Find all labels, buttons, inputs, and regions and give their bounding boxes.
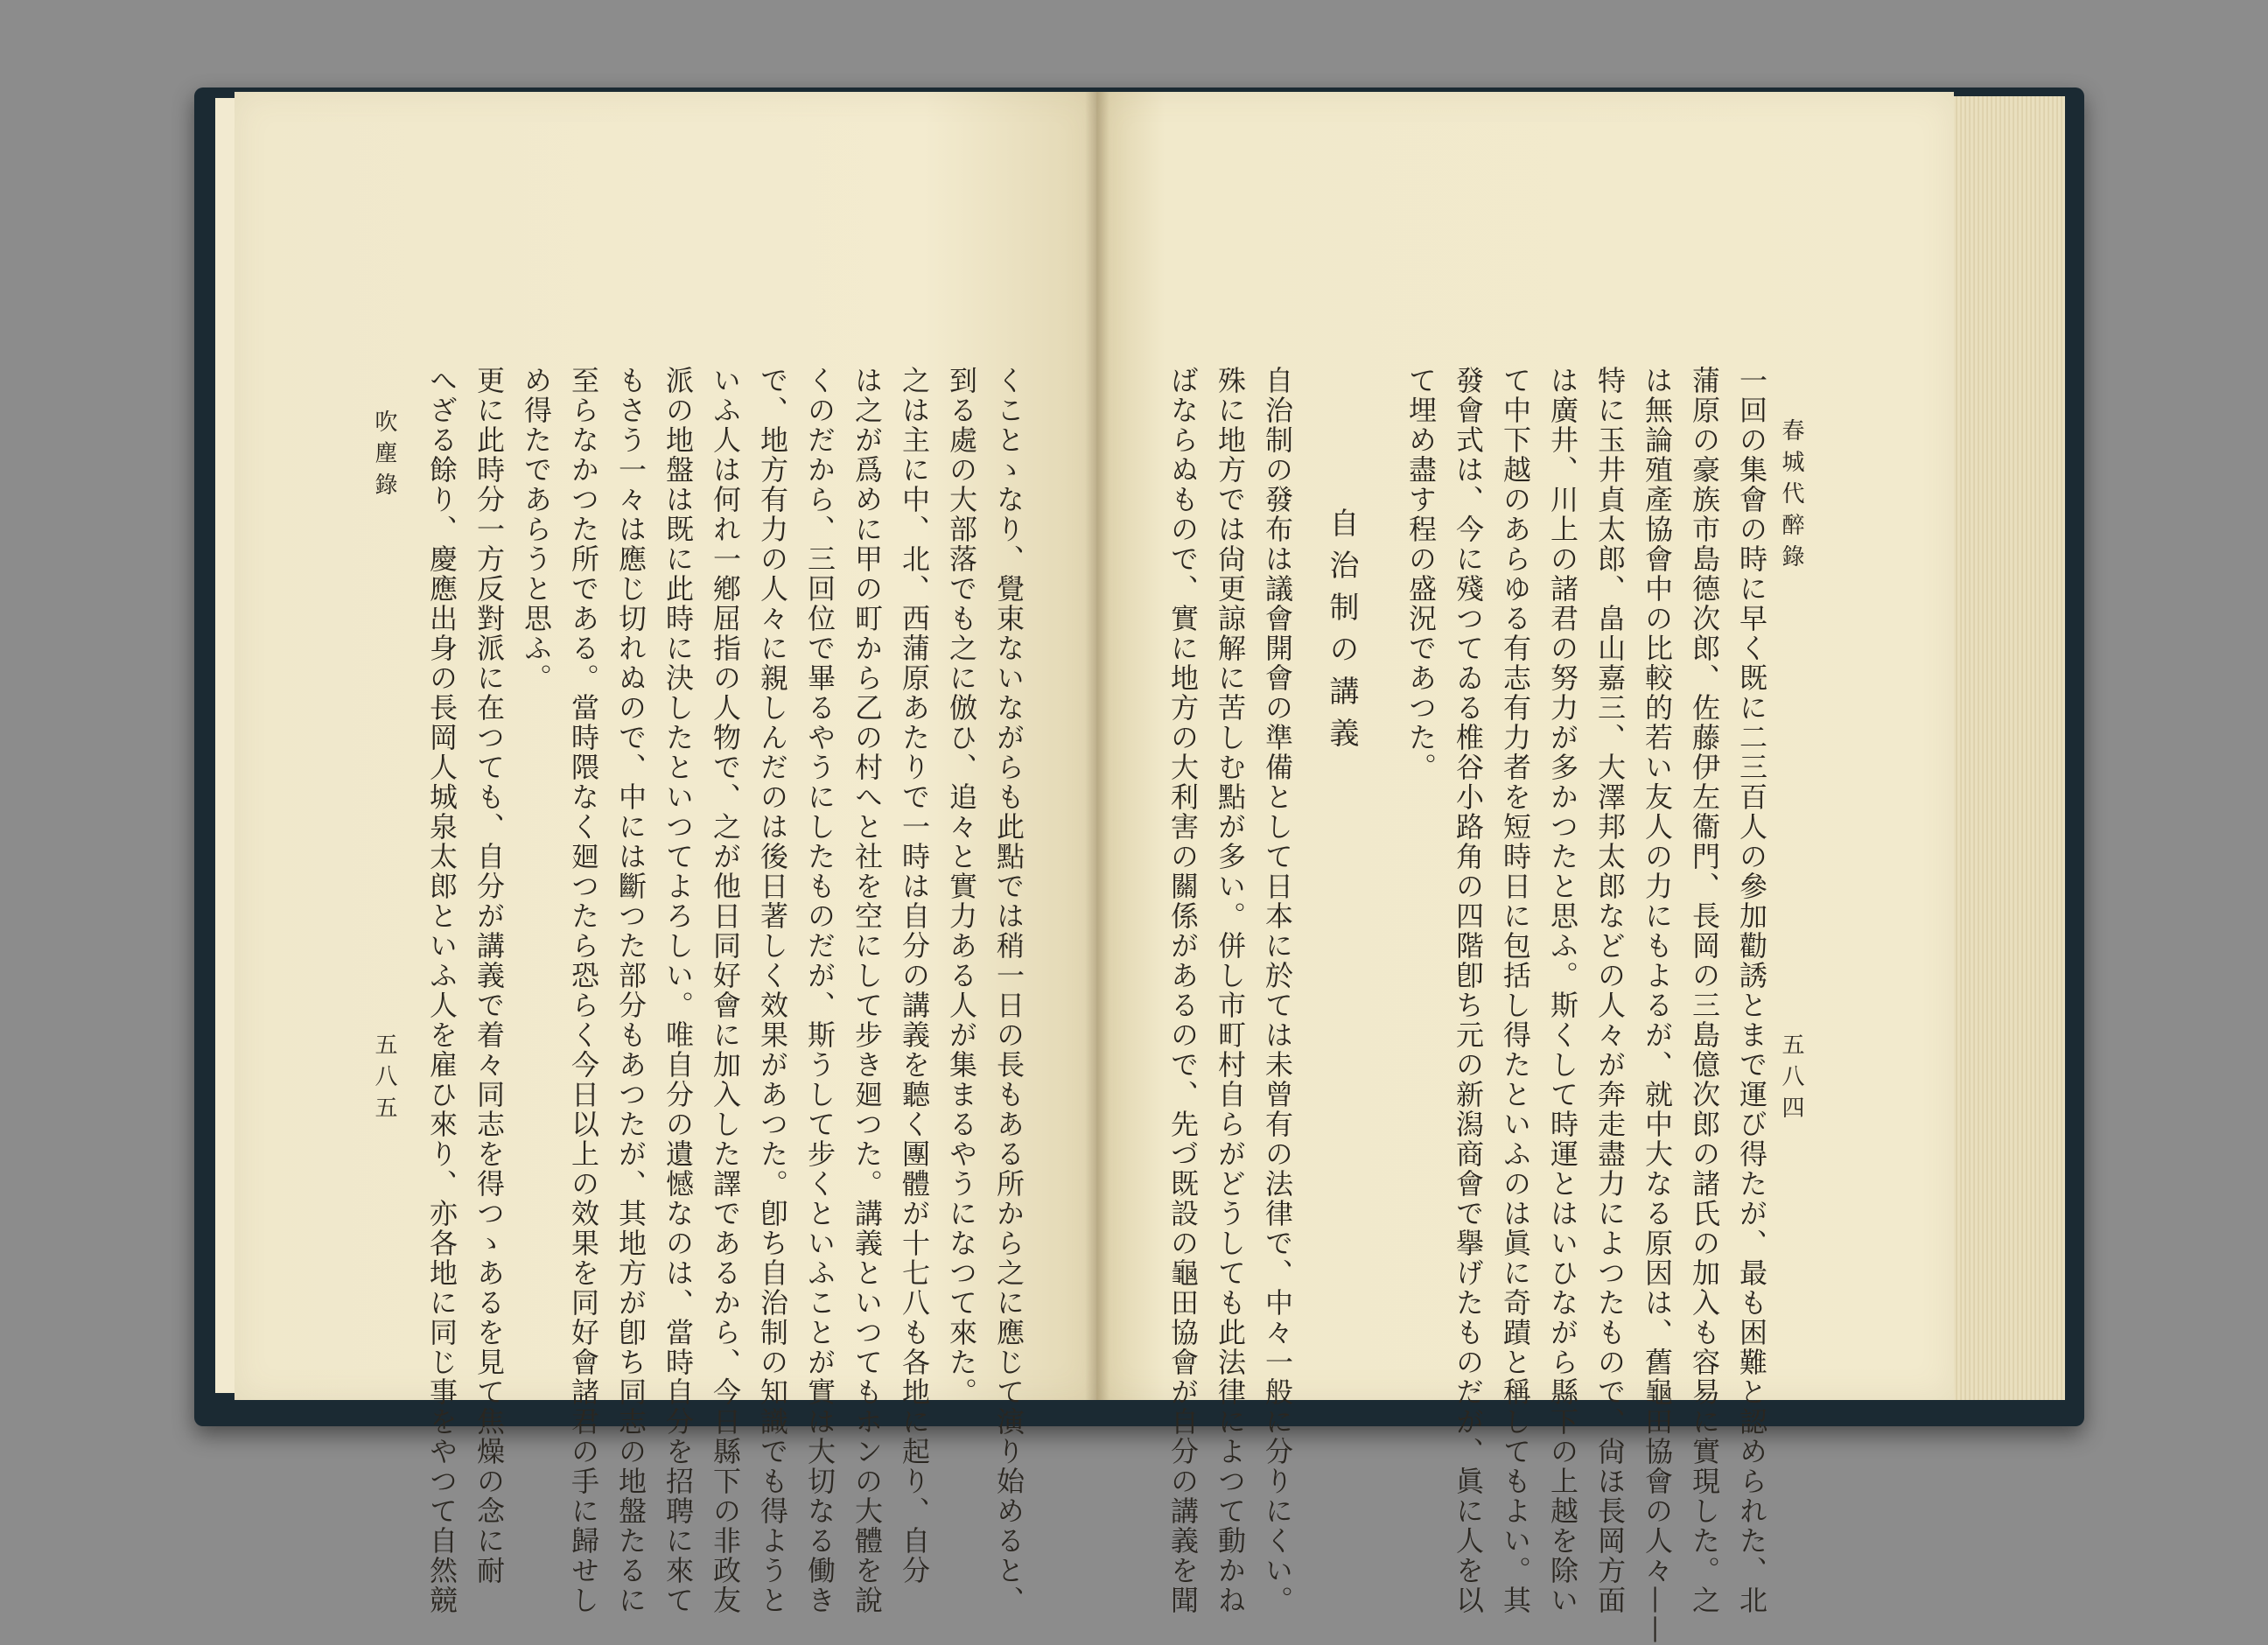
text-column: いふ人は何れ一鄕屈指の人物で、之が他日同好會に加入した譯であるから、今日縣下の非政友 (709, 366, 742, 1615)
right-page-edges (1950, 96, 2065, 1400)
text-column: 更に此時分一方反對派に在つても、自分が講義で着々同志を得つゝあるを見て焦燥の念に耐 (472, 366, 506, 1586)
text-column: 殊に地方では尙更諒解に苦しむ點が多い。併し市町村自らがどうしても此法律によつて動かね (1214, 366, 1247, 1615)
text-column: は之が爲めに甲の町から乙の村へと社を空にして步き廻つた。講義といつてもホンの大體を說 (850, 366, 884, 1615)
text-column: くのだから、三回位で畢るやうにしたものだが、斯うして步くといふことが實は大切なる働き (803, 366, 836, 1615)
text-column: め得たであらうと思ふ。 (520, 366, 553, 693)
page-number-left: 五八五 (371, 1032, 397, 1127)
text-column: ばならぬもので、實に地方の大利害の關係があるので、先づ既設の龜田協會が自分の講義を聞 (1166, 366, 1200, 1615)
text-column: 至らなかつた所である。當時隈なく廻つたら恐らく今日以上の效果を同好會諸君の手に歸せし (567, 366, 600, 1615)
text-column: 之は主に中、北、西蒲原あたりで一時は自分の講義を聽く團體が十七八も各地に起り、自分 (898, 366, 931, 1586)
text-column: 到る處の大部落でも之に倣ひ、追々と實力ある人が集まるやうになつて來た。 (945, 366, 978, 1407)
text-column: へざる餘り、慶應出身の長岡人城泉太郎といふ人を雇ひ來り、亦各地に同じ事をやつて自然競 (425, 366, 458, 1615)
text-column: くことゝなり、覺束ないながらも此點では稍一日の長もある所から之に應じて演り始めると、 (992, 366, 1026, 1615)
text-column: は廣井、川上の諸君の努力が多かつたと思ふ。斯くして時運とはいひながら縣下の上越を除い (1546, 366, 1579, 1615)
running-footer: 吹塵錄 (371, 410, 397, 504)
text-column: は無論殖產協會中の比較的若い友人の力にもよるが、就中大なる原因は、舊龜田協會の人々—— (1641, 366, 1674, 1645)
text-column: 派の地盤は既に此時に決したといつてよろしい。唯自分の遺憾なのは、當時自分を招聘に來て (662, 366, 695, 1615)
text-column: もさう一々は應じ切れぬので、中には斷つた部分もあつたが、其地方が卽ち同志の地盤たるに (614, 366, 648, 1615)
text-column: 一回の集會の時に早く既に二三百人の參加勸誘とまで運び得たが、最も困難と認められた、北 (1735, 366, 1768, 1615)
running-header: 春城代醉錄 (1778, 418, 1804, 576)
text-column: 發會式は、今に殘つてゐる椎谷小路角の四階卽ち元の新潟商會で擧げたものだが、眞に人を以 (1452, 366, 1485, 1615)
section-heading: 自治制の講義 (1324, 508, 1359, 760)
text-column: て中下越のあらゆる有志有力者を短時日に包括し得たといふのは眞に奇蹟と稱してもよい。其 (1499, 366, 1532, 1615)
book-gutter (1085, 92, 1110, 1400)
text-column: 蒲原の豪族市島德次郎、佐藤伊左衞門、長岡の三島億次郎の諸氏の加入も容易に實現した。之 (1688, 366, 1721, 1615)
text-column: 特に玉井貞太郎、畠山嘉三、大澤邦太郎などの人々が奔走盡力によつたもので、尙ほ長岡方面 (1593, 366, 1627, 1615)
text-column: 自治制の發布は議會開會の準備として日本に於ては未曾有の法律で、中々一般に分りにくい。 (1261, 366, 1294, 1615)
page-number-right: 五八四 (1778, 1032, 1804, 1127)
text-column: て埋め盡す程の盛況であつた。 (1404, 366, 1438, 782)
text-column: で、地方有力の人々に親しんだのは後日著しく效果があつた。卽ち自治制の知識でも得ようと (756, 366, 789, 1615)
